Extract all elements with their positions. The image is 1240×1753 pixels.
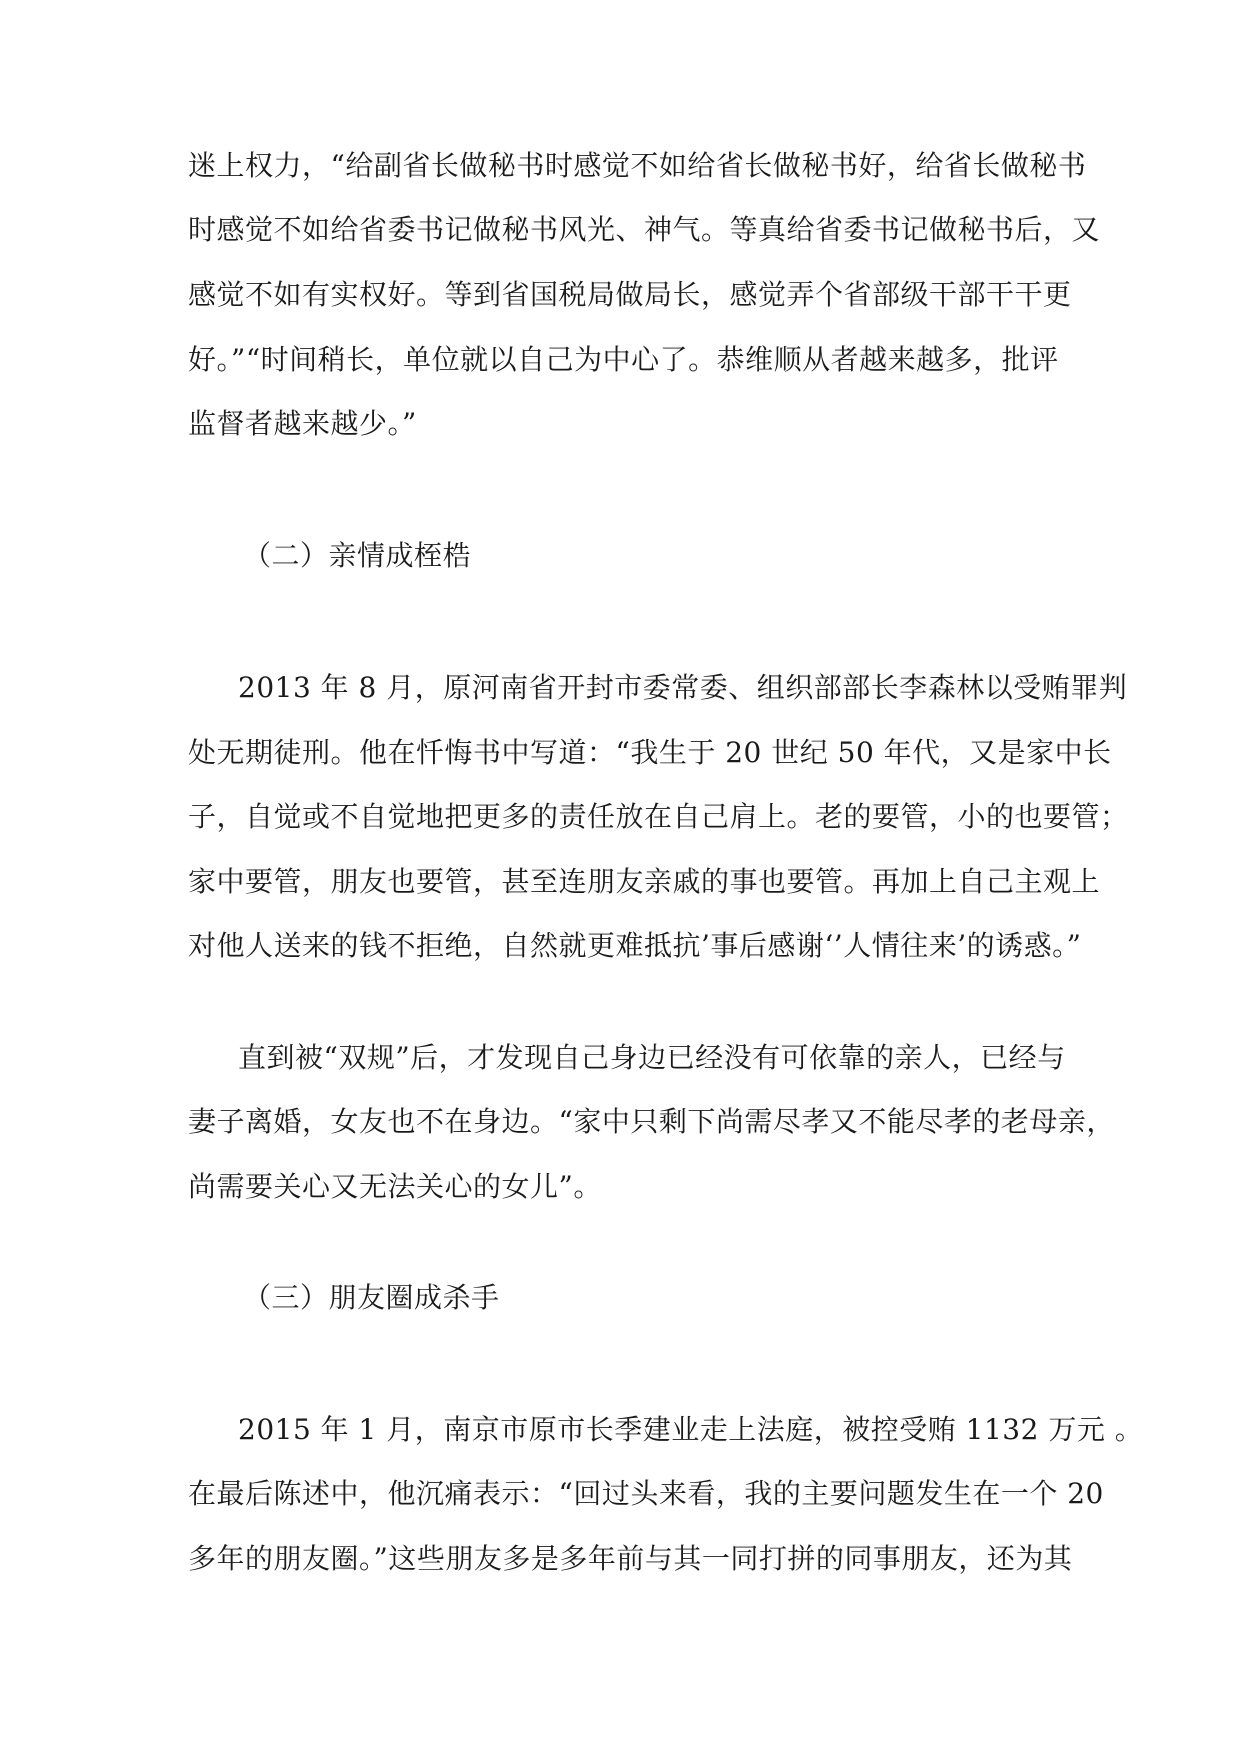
paragraph-line: 迷上权力，“给副省长做秘书时感觉不如给省长做秘书好，给省长做秘书	[188, 149, 1087, 182]
section-heading: （二）亲情成桎梏	[243, 539, 472, 572]
paragraph-line: 家中要管，朋友也要管，甚至连朋友亲戚的事也要管。再加上自己主观上	[188, 865, 1101, 898]
paragraph-line: 监督者越来越少。”	[188, 407, 417, 440]
paragraph-line: 2015 年 1 月，南京市原市长季建业走上法庭，被控受贿 1132 万元 。	[238, 1413, 1144, 1446]
paragraph-line: 感觉不如有实权好。等到省国税局做局长，感觉弄个省部级干部干干更	[188, 278, 1072, 311]
section-heading: （三）朋友圈成杀手	[243, 1281, 500, 1314]
paragraph-line: 多年的朋友圈。”这些朋友多是多年前与其一同打拼的同事朋友，还为其	[188, 1542, 1073, 1575]
paragraph-line: 2013 年 8 月，原河南省开封市委常委、组织部部长李森林以受贿罪判	[238, 671, 1128, 704]
paragraph-line: 尚需要关心又无法关心的女儿”。	[188, 1170, 602, 1203]
paragraph-line: 直到被“双规”后，才发现自己身边已经没有可依靠的亲人，已经与	[238, 1041, 1066, 1074]
paragraph-line: 在最后陈述中，他沉痛表示：“回过头来看，我的主要问题发生在一个 20	[188, 1477, 1104, 1510]
paragraph-line: 好。”“时间稍长，单位就以自己为中心了。恭维顺从者越来越多，批评	[188, 343, 1059, 376]
paragraph-line: 时感觉不如给省委书记做秘书风光、神气。等真给省委书记做秘书后，又	[188, 213, 1101, 246]
paragraph-line: 妻子离婚，女友也不在身边。“家中只剩下尚需尽孝又不能尽孝的老母亲，	[188, 1105, 1115, 1138]
paragraph-line: 子，自觉或不自觉地把更多的责任放在自己肩上。老的要管，小的也要管；	[188, 800, 1129, 833]
paragraph-line: 处无期徒刑。他在忏悔书中写道：“我生于 20 世纪 50 年代，又是家中长	[188, 736, 1112, 769]
paragraph-line: 对他人送来的钱不拒绝，自然就更难抵抗’事后感谢‘’人情往来’的诱惑。”	[188, 929, 1082, 962]
